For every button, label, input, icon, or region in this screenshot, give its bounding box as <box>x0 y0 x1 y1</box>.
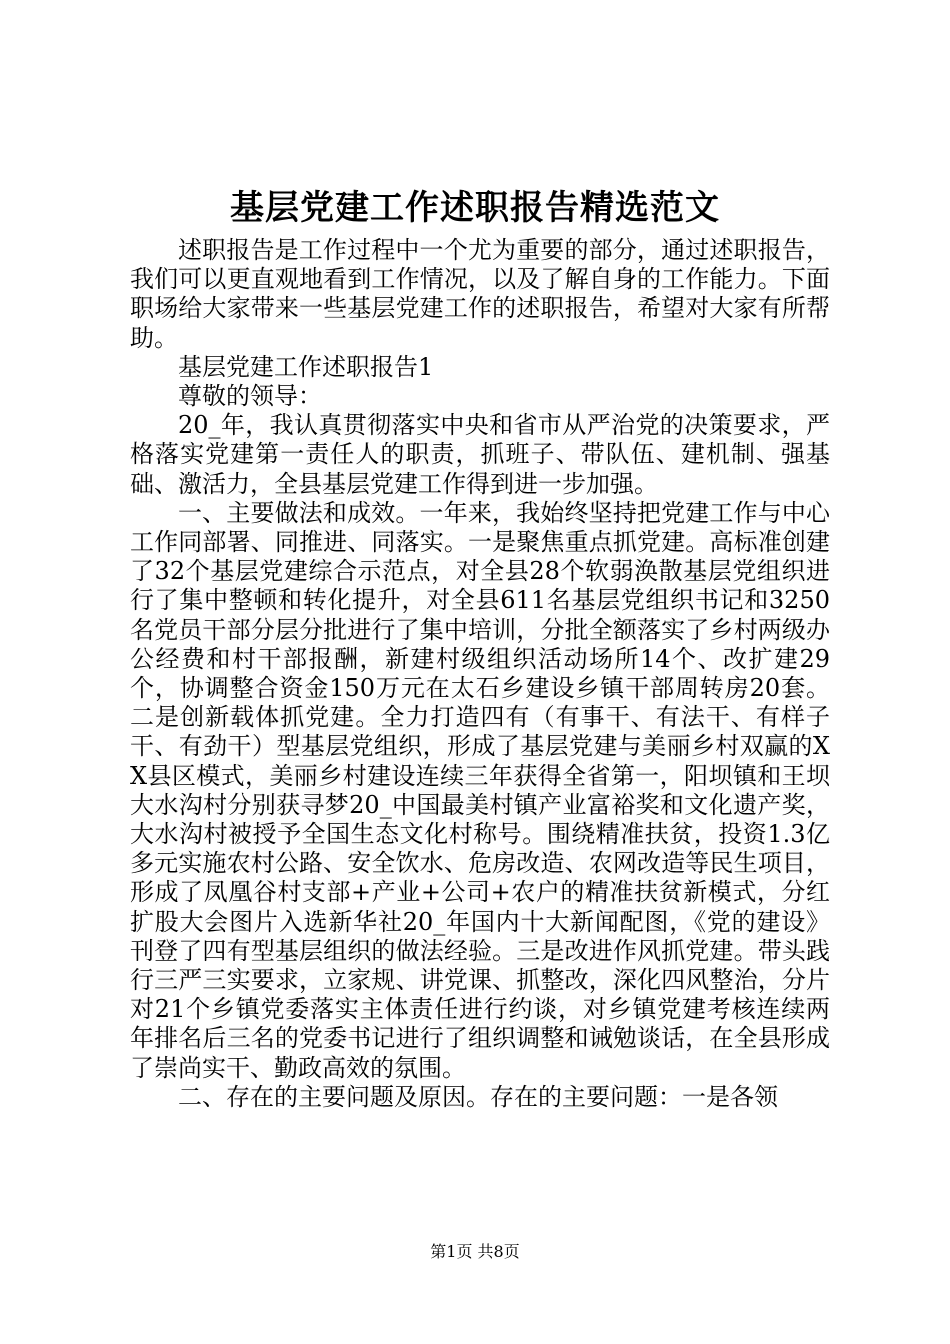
section-heading: 基层党建工作述职报告1 <box>178 352 434 381</box>
body-paragraph: 一、主要做法和成效。一年来，我始终坚持把党建工作与中心工作同部署、同推进、同落实。一是聚焦重点抓党建。高标准创建了32个基层党建综合示范点，对全县28个软弱涣散基层党组织进行了集中整顿和转化提升，对全县611名基层党组织书记和3250名党员干部分层分批进行了集中培训，分批全额落实了乡村两级办公经费和村干部报酬，新建村级组织活动场所14个、改扩建29个，协调整合资金150万元在太石乡建设乡镇干部周转房20套。二是创新载体抓党建。全力打造四有（有事干、有法干、有样子干、有劲干）型基层党组织，形成了基层党建与美丽乡村双赢的XX县区模式，美丽乡村建设连续三年获得全省第一，阳坝镇和王坝大水沟村分别获寻梦20_中国最美村镇产业富裕奖和文化遗产奖，大水沟村被授予全国生态文化村称号。围绕精准扶贫，投资1.3亿多元实施农村公路、安全饮水、危房改造、农网改造等民生项目，形成了凤凰谷村支部+产业+公司+农户的精准扶贫新模式，分红扩股大会图片入选新华社20_年国内十大新闻配图，《党的建设》刊登了四有型基层组织的做法经验。三是改进作风抓党建。带头践行三严三实要求，立家规、讲党课、抓整改，深化四风整治，分片对21个乡镇党委落实主体责任进行约谈，对乡镇党建考核连续两年排名后三名的党委书记进行了组织调整和诫勉谈话，在全县形成了崇尚实干、勤政高效的氛围。 <box>130 498 830 1082</box>
page-footer: 第1页 共8页 <box>430 1242 520 1261</box>
intro-paragraph: 述职报告是工作过程中一个尤为重要的部分，通过述职报告，我们可以更直观地看到工作情况，以及了解自身的工作能力。下面职场给大家带来一些基层党建工作的述职报告，希望对大家有所帮助。 <box>130 236 830 352</box>
document-title: 基层党建工作述职报告精选范文 <box>230 188 720 228</box>
salutation: 尊敬的领导： <box>178 382 322 411</box>
body-paragraph: 20_年，我认真贯彻落实中央和省市从严治党的决策要求，严格落实党建第一责任人的职责，抓班子、带队伍、建机制、强基础、激活力，全县基层党建工作得到进一步加强。 <box>130 411 830 498</box>
body-paragraph: 二、存在的主要问题及原因。存在的主要问题：一是各领 <box>178 1082 778 1111</box>
document-body <box>130 236 830 1112</box>
